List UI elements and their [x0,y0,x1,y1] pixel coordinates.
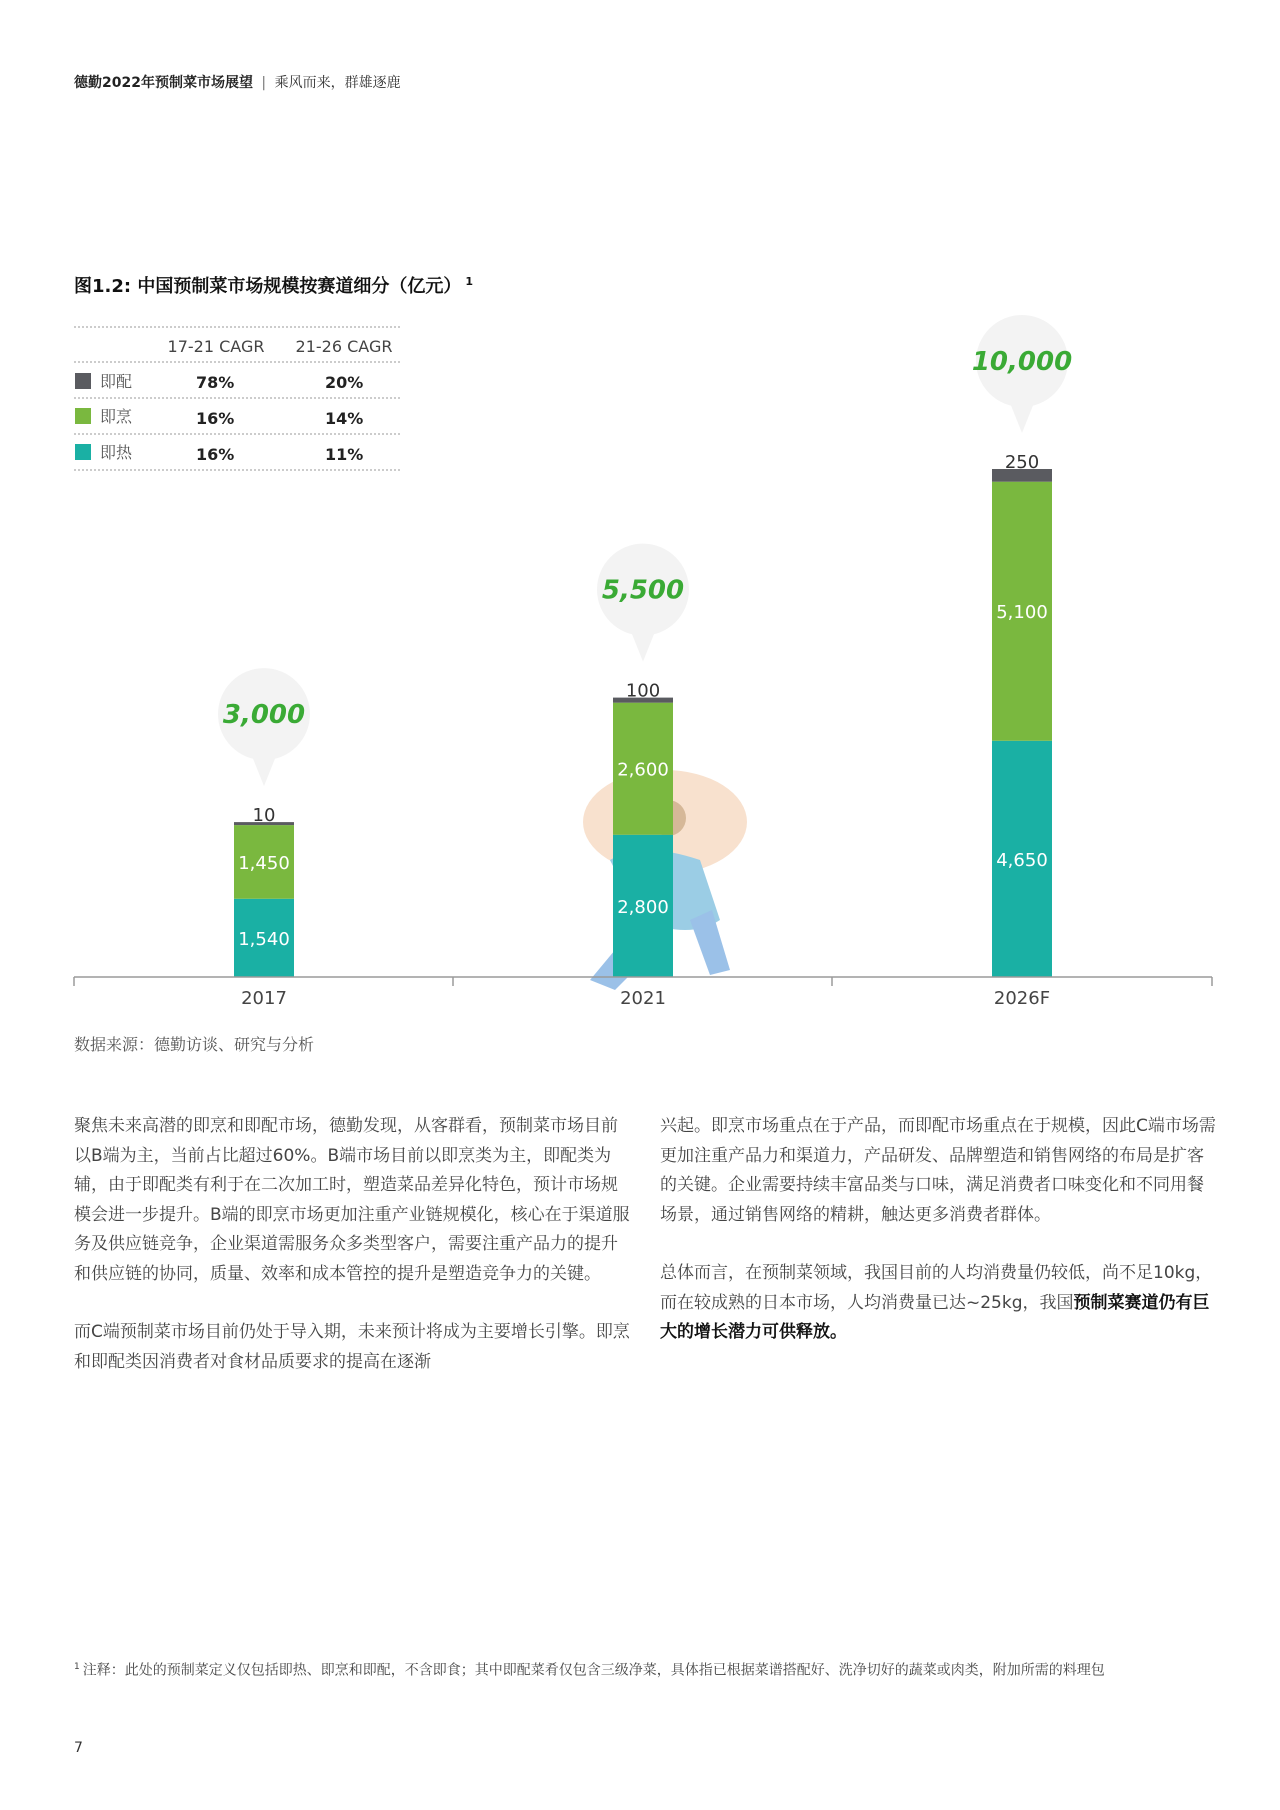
data-source: 数据来源：德勤访谈、研究与分析 [74,1035,315,1054]
x-tick-label-2026F: 2026F [993,988,1051,1009]
data-label-jire-2021: 2,800 [617,896,669,918]
body-paragraph: 而C端预制菜市场目前仍处于导入期，未来预计将成为主要增长引擎。即烹和即配类因消费者对食材品质要求的提高在逐渐 [74,1322,630,1372]
x-axis [74,977,1212,986]
table-header-cagr-21-26: 21-26 CAGR [295,337,393,356]
body-paragraph-conclusion [660,1259,1216,1348]
report-subtitle: 乘风而来，群雄逐鹿 [274,75,401,91]
legend-label-jire: 即热 [100,443,133,462]
body-paragraph: 聚焦未来高潜的即烹和即配市场，德勤发现，从客群看，预制菜市场目前以B端为主，当前占比超过60%。B端市场目前以即烹类为主，即配类为辅，由于即配类有利于在二次加工时，塑造菜品差异化特色，预计市场规模会进一步提升。B端的即烹市场更加注重产业链规模化，核心在于渠道服务及供应链竞争，企业渠道需服务众多类型客户，需要注重产品力的提升和供应链的协同，质量、效率和成本管控的提升是塑造竞争力的关键。 [74,1116,630,1284]
header-separator: | [261,75,267,91]
total-label-2021: 5,500 [601,575,685,606]
total-bubble-pointer [631,632,655,662]
legend-label-jipei: 即配 [100,372,133,391]
data-label-jire-2017: 1,540 [238,928,290,950]
cagr-jire-17-21: 16% [196,445,235,464]
conclusion-highlight: 预制菜赛道仍有巨大的增长潜力可供释放。 [660,1292,1210,1342]
total-bubble-pointer [1010,403,1034,433]
legend-label-jipeng: 即烹 [100,407,133,426]
data-label-jipei-2026F: 250 [1004,452,1040,473]
figure-title-text: 图1.2: 中国预制菜市场规模按赛道细分（亿元） [74,276,462,297]
body-column-right [660,1112,1216,1377]
data-label-jipeng-2021: 2,600 [617,759,669,781]
cagr-table [74,327,402,470]
legend-swatch-jipei [75,373,91,389]
footnote-text: 注释：此处的预制菜定义仅包括即热、即烹和即配，不含即食；其中即配菜肴仅包含三级净菜，具体指已根据菜谱搭配好、洗净切好的蔬菜或肉类，附加所需的料理包 [82,1662,1105,1679]
table-header-cagr-17-21: 17-21 CAGR [167,337,265,356]
total-label-2017: 3,000 [222,700,306,731]
conclusion-text: 总体而言，在预制菜领域，我国目前的人均消费量仍较低，尚不足10kg，而在较成熟的日本市场，人均消费量已达~25kg，我国 [660,1263,1213,1313]
footnote-mark: 1 [74,1662,80,1672]
total-bubble-pointer [252,756,276,786]
figure-title [74,272,473,298]
total-label-2026F: 10,000 [971,347,1073,377]
body-column-left [74,1112,632,1406]
legend-swatch-jipeng [75,408,91,424]
data-label-jipeng-2026F: 5,100 [996,602,1048,624]
cagr-jipei-21-26: 20% [325,373,364,392]
legend-swatch-jire [75,444,91,460]
report-header [74,72,401,92]
cagr-jipeng-17-21: 16% [196,409,235,428]
footnote [74,1657,1214,1682]
x-tick-label-2021: 2021 [620,988,666,1009]
data-label-jipeng-2017: 1,450 [238,852,290,874]
report-title: 德勤2022年预制菜市场展望 [74,75,253,91]
x-tick-label-2017: 2017 [241,988,287,1009]
figure-footnote-mark: 1 [465,275,474,288]
cagr-jipei-17-21: 78% [196,373,235,392]
data-label-jire-2026F: 4,650 [996,849,1048,871]
data-label-jipei-2021: 100 [625,680,661,702]
body-paragraph: 兴起。即烹市场重点在于产品，而即配市场重点在于规模，因此C端市场需更加注重产品力和渠道力，产品研发、品牌塑造和销售网络的布局是扩客的关键。企业需要持续丰富品类与口味，满足消费者口味变化和不同用餐场景，通过销售网络的精耕，触达更多消费者群体。 [660,1116,1216,1225]
stacked-bar-chart [0,300,1280,1020]
data-label-jipei-2017: 10 [252,805,276,827]
watermark-shape [690,910,730,975]
page-number: 7 [74,1740,83,1756]
cagr-jipeng-21-26: 14% [325,409,364,428]
cagr-jire-21-26: 11% [325,445,364,464]
